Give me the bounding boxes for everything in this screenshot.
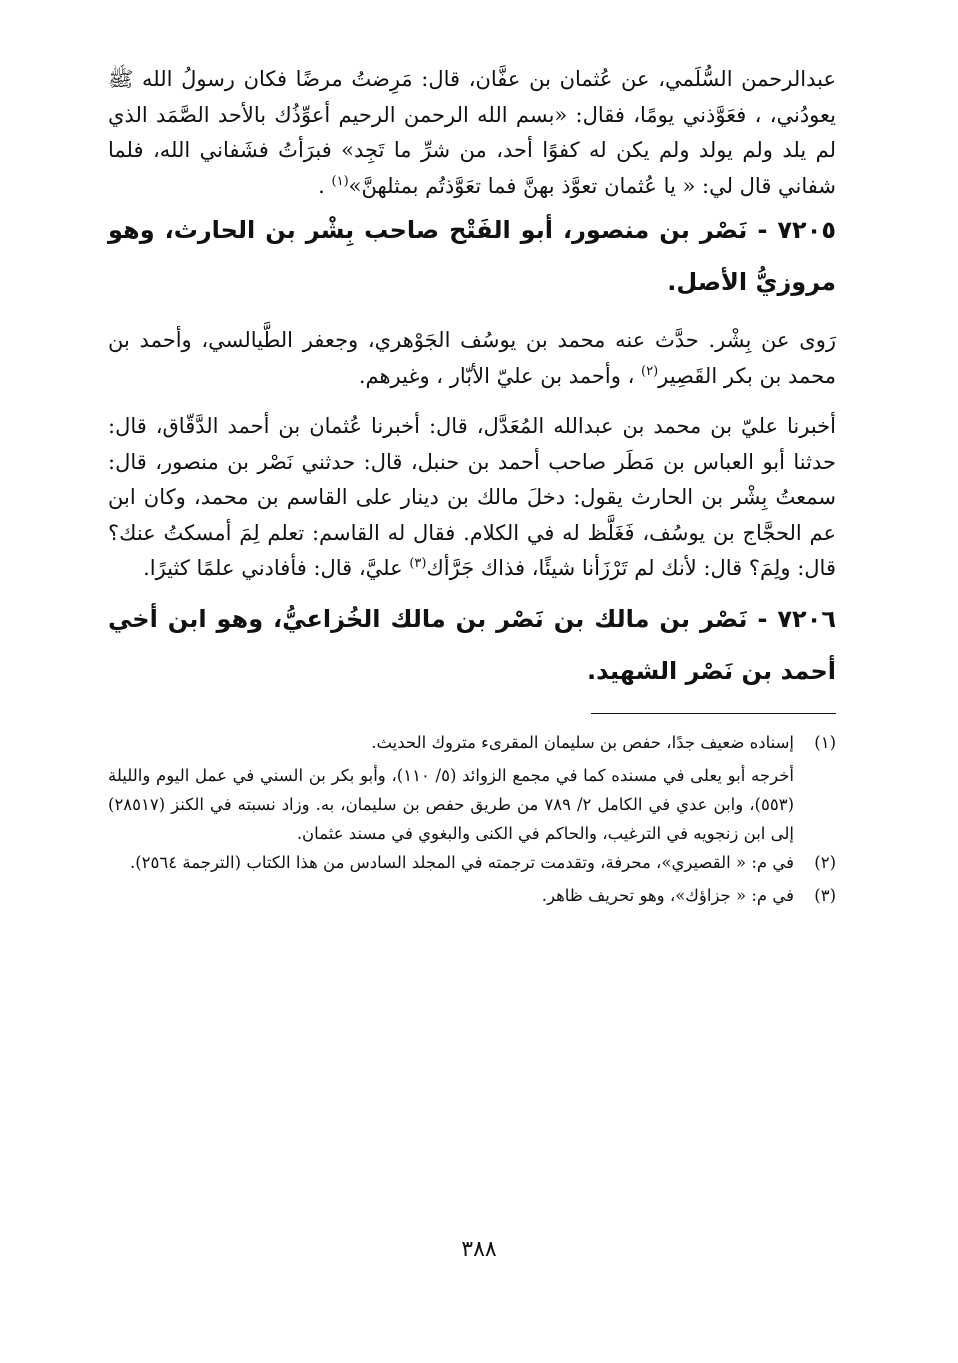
footnote-number: (١): [814, 732, 836, 752]
footnote-3: [108, 881, 836, 910]
page-body: [108, 62, 836, 914]
entry-heading-7206: ٧٢٠٦ - نَصْر بن مالك بن نَصْر بن مالك الخُزاعيُّ، وهو ابن أخي أحمد بن نَصْر الشهيد.: [108, 604, 836, 685]
entry-heading-7205: ٧٢٠٥ - نَصْر بن منصور، أبو الفَتْح صاحب بِشْر بن الحارث، وهو مروزيُّ الأصل.: [108, 216, 836, 296]
footnote-1-continuation: أخرجه أبو يعلى في مسنده كما في مجمع الزوائد (٥/ ١١٠)، وأبو بكر بن السني في عمل اليوم والليلة (٥٥٣)، وابن عدي في الكامل ٢/ ٧٨٩ من طريق حفص بن سليمان، به. وزاد نسبته في الكنز (٢٨٥١٧) إلى ابن زنجويه في الترغيب، والحاكم في الكنى والبغوي في مسند عثمان.: [108, 765, 795, 843]
page-number: ٣٨٨: [461, 1237, 497, 1262]
footnote-text: في م: « جزاؤك»، وهو تحريف ظاهر.: [541, 885, 794, 905]
footnote-divider: [591, 713, 836, 714]
footnote-ref-1: (١): [331, 173, 349, 189]
paragraph-narration-end: عليَّ، قال: فأفادني علمًا كثيرًا.: [143, 556, 410, 580]
footnote-ref-2: (٢): [641, 363, 659, 379]
paragraph-narration-text: أخبرنا عليّ بن محمد بن عبدالله المُعَدَّل، قال: أخبرنا عُثمان بن أحمد الدَّقّاق، قال: حدثنا أبو العباس بن مَطَر صاحب أحمد بن حنبل، قال: حدثني نَصْر بن منصور، قال: سمعتُ بِشْر بن الحارث يقول: دخلَ مالك بن دينار على القاسم بن محمد، وكان ابن عم الحجَّاج بن يوسُف، فَغَلَّظ له في الكلام. فقال له القاسم: تعلم لِمَ أمسكتُ عنك؟ قال: ولِمَ؟ قال: لأنك لم تَرْزَأنا شيئًا، فذاك جَرَّأك: [108, 414, 836, 580]
paragraph-narrators-end: ، وأحمد بن عليّ الأبّار ، وغيرهم.: [358, 363, 642, 388]
paragraph-narrators-text: رَوى عن بِشْر. حدَّث عنه محمد بن يوسُف الجَوْهري، وجعفر الطَّيالسي، وأحمد بن محمد بن بكر القَصِير: [108, 328, 836, 388]
paragraph-hadith: [108, 62, 836, 204]
paragraph-narrators: [108, 323, 836, 394]
paragraph-narration: [108, 409, 836, 587]
footnote-number: (٣): [814, 885, 836, 905]
paragraph-hadith-end: .: [318, 173, 332, 198]
paragraph-hadith-text: عبدالرحمن السُّلَمي، عن عُثمان بن عفَّان، قال: مَرِضتُ مرضًا فكان رسولُ الله ﷺ يعودُني، ، فعَوَّذني يومًا، فقال: «بسم الله الرحمن الرحيم أعوِّذُك بالأحد الصَّمَد الذي لم يلد ولم يولد ولم يكن له كفوًا أحد، من شرِّ ما تَجِد» فبرَأتُ فشَفاني الله، فلما شفاني قال لي: « يا عُثمان تعوَّذ بهنَّ فما تعَوَّذتُم بمثلهنَّ»: [108, 67, 836, 198]
footnotes: [108, 728, 836, 910]
footnote-text: إسناده ضعيف جدًا، حفص بن سليمان المقرىء متروك الحديث.: [371, 732, 794, 752]
footnote-ref-3: (٣): [409, 556, 427, 571]
footnote-number: (٢): [814, 852, 836, 872]
footnote-2: [108, 848, 836, 877]
footnote-text: في م: « القصيري»، محرفة، وتقدمت ترجمته في المجلد السادس من هذا الكتاب (الترجمة ٢٥٦٤).: [129, 852, 794, 872]
footnote-1: [108, 728, 836, 757]
